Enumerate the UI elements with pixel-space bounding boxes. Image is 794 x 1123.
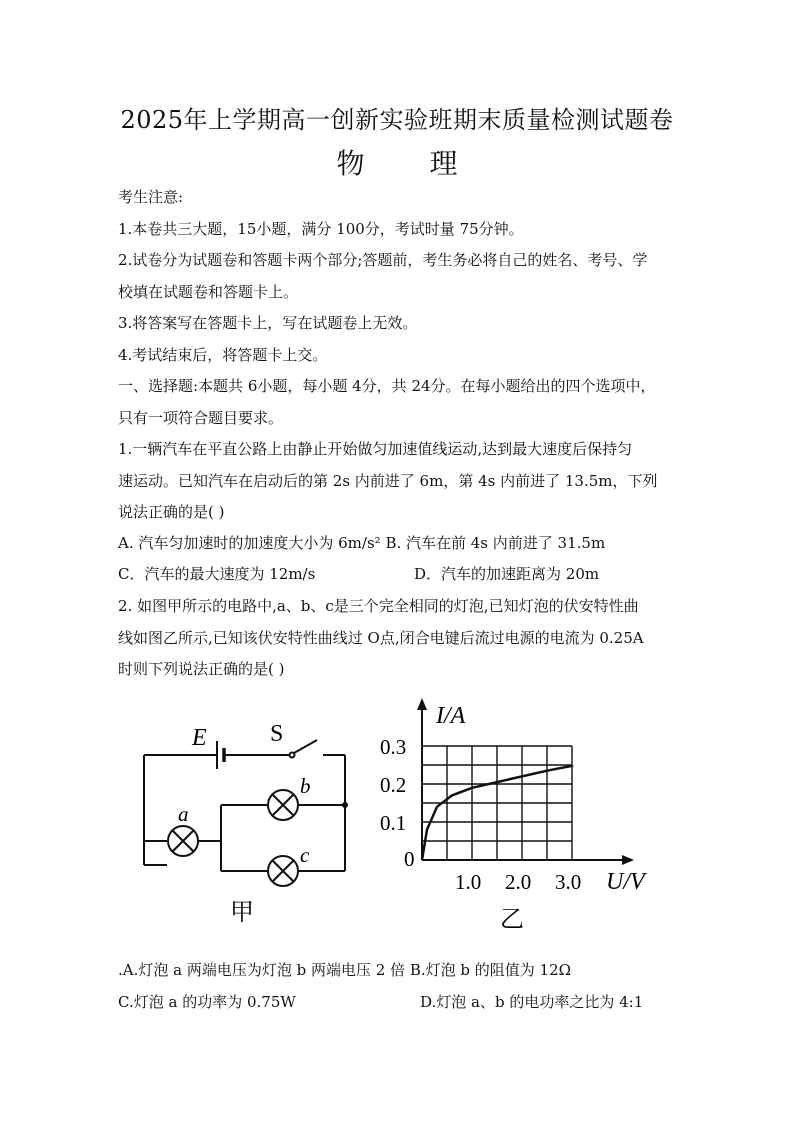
q1-option-c: C．汽车的最大速度为 12m/s — [118, 565, 316, 583]
x-tick-label: 1.0 — [455, 870, 482, 894]
iu-chart — [380, 698, 634, 894]
figure-jia-caption: 甲 — [230, 900, 254, 926]
q2-line-2: 线如图乙所示,已知该伏安特性曲线过 O点,闭合电键后流过电源的电流为 0.25A — [118, 629, 644, 647]
circuit-lower — [144, 790, 345, 886]
x-axis-label: U/V — [606, 869, 645, 895]
subject-title: 物 理 — [336, 147, 486, 180]
x-tick-label: 2.0 — [505, 870, 532, 894]
q1-line-1: 1.一辆汽车在平直公路上由静止开始做匀加速值线运动,达到最大速度后保持匀 — [118, 440, 633, 458]
junction-dot — [342, 802, 348, 808]
bulb-a-label: a — [178, 802, 189, 826]
figure-yi-caption: 乙 — [500, 907, 524, 933]
y-axis-label: I/A — [436, 703, 466, 729]
origin-label: 0 — [404, 847, 415, 871]
notice-item-2-line-2: 校填在试题卷和答题卡上。 — [118, 283, 299, 301]
figure-svg — [120, 695, 680, 945]
q2-option-a-b: .A.灯泡 a 两端电压为灯泡 b 两端电压 2 倍 B.灯泡 b 的阻值为 12Ω — [118, 961, 572, 979]
notice-heading: 考生注意: — [118, 188, 184, 206]
exam-title: 2025年上学期高一创新实验班期末质量检测试题卷 — [120, 106, 674, 134]
x-tick-label: 3.0 — [555, 870, 582, 894]
q2-option-c: C.灯泡 a 的功率为 0.75W — [118, 993, 296, 1011]
q1-option-a-b: A. 汽车匀加速时的加速度大小为 6m/s² B. 汽车在前 4s 内前进了 31.5m — [118, 534, 606, 552]
circuit-diagram — [144, 740, 345, 865]
y-tick-label: 0.2 — [380, 773, 407, 797]
q1-option-d: D．汽车的加速距离为 20m — [414, 565, 600, 583]
battery-label: E — [192, 725, 207, 751]
switch-contact-left — [290, 753, 295, 758]
y-axis-arrow — [417, 698, 427, 710]
q2-option-d: D.灯泡 a、b 的电功率之比为 4:1 — [420, 993, 644, 1011]
y-tick-label: 0.3 — [380, 735, 407, 759]
bulb-c-label: c — [300, 843, 310, 867]
q2-figure — [120, 695, 680, 945]
y-tick-label: 0.1 — [380, 811, 407, 835]
notice-item-3: 3.将答案写在答题卡上，写在试题卷上无效。 — [118, 314, 418, 332]
notice-item-2-line-1: 2.试卷分为试题卷和答题卡两个部分;答题前，考生务必将自己的姓名、考号、学 — [118, 251, 648, 269]
section1-intro-line-2: 只有一项符合题目要求。 — [118, 409, 284, 427]
q1-line-2: 速运动。已知汽车在启动后的第 2s 内前进了 6m，第 4s 内前进了 13.5m，下列 — [118, 472, 658, 490]
switch-label: S — [270, 721, 284, 747]
q1-line-3: 说法正确的是( ) — [118, 503, 225, 521]
bulb-b-label: b — [300, 774, 311, 798]
q2-line-3: 时则下列说法正确的是( ) — [118, 660, 285, 678]
section1-intro-line-1: 一、选择题:本题共 6小题，每小题 4分，共 24分。在每小题给出的四个选项中， — [118, 377, 656, 395]
notice-item-4: 4.考试结束后，将答题卡上交。 — [118, 346, 328, 364]
q2-line-1: 2. 如图甲所示的电路中,a、b、c是三个完全相同的灯泡,已知灯泡的伏安特性曲 — [118, 597, 639, 615]
notice-item-1: 1.本卷共三大题，15小题，满分 100分，考试时量 75分钟。 — [118, 220, 524, 238]
switch-blade — [294, 740, 317, 753]
x-axis-arrow — [622, 855, 634, 865]
